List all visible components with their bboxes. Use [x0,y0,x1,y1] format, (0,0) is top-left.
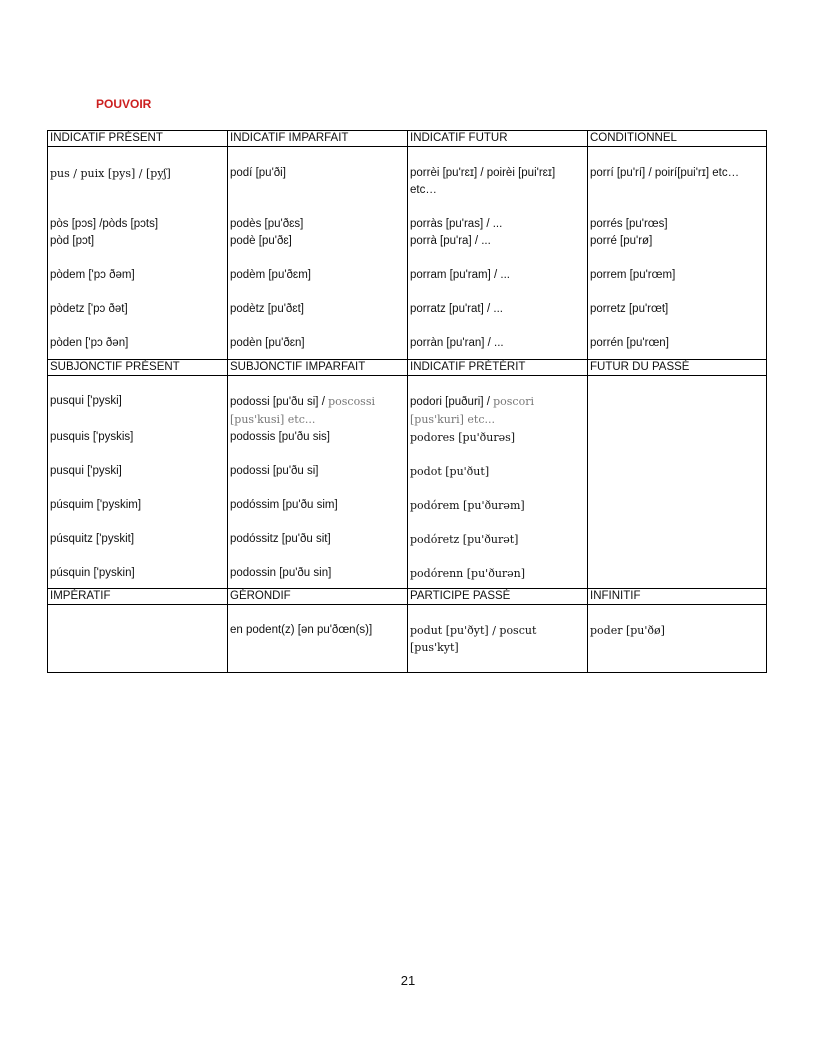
conjugation-table [47,130,767,673]
table-row [48,147,767,200]
table-cell: podossi [pu'ðu si] [228,463,408,497]
table-cell: porram [pu'ram] / ... [408,267,588,301]
table-cell: pusquis ['pyskis] [48,429,228,463]
column-header: INDICATIF PRÉSENT [48,131,228,147]
table-cell: pusqui ['pyski] [48,375,228,429]
table-row [48,375,767,429]
table-cell: podórenn [pu'ðurən] [408,565,588,589]
table-cell: poder [pu'ðø] [588,605,767,673]
table-cell: podètz [pu'ðɛt] [228,301,408,335]
table-cell [588,429,767,463]
table-cell [588,497,767,531]
table-cell: pus / puix [pys] / [pyʃ] [48,147,228,200]
table-cell: podut [pu'ðyt] / poscut [pus'kyt] [408,605,588,673]
column-header: SUBJONCTIF IMPARFAIT [228,359,408,375]
column-header: SUBJONCTIF PRÉSENT [48,359,228,375]
table-row [48,335,767,359]
table-cell: pòden ['pɔ ðən] [48,335,228,359]
table-cell: pòdetz ['pɔ ðət] [48,301,228,335]
table-cell: pusqui ['pyski] [48,463,228,497]
table-cell: podores [pu'ðurəs] [408,429,588,463]
table-row [48,605,767,673]
table-cell: podóssim [pu'ðu sim] [228,497,408,531]
verb-title: POUVOIR [96,97,152,111]
table-cell: podossi [pu'ðu si] / poscossi [pus'kusi] etc... [228,375,408,429]
table-cell: podórem [pu'ðurəm] [408,497,588,531]
column-header: FUTUR DU PASSÉ [588,359,767,375]
section-header-row [48,131,767,147]
table-cell: porrem [pu'rœm] [588,267,767,301]
table-cell [588,375,767,429]
table-cell: pòs [pɔs] /pòds [pɔts] [48,199,228,233]
table-cell [588,531,767,565]
table-cell [588,565,767,589]
column-header: INDICATIF PRÉTÉRIT [408,359,588,375]
table-cell: porrí [pu'rí] / poirí[pui'rɪ] etc… [588,147,767,200]
table-cell: porrés [pu'rœs] [588,199,767,233]
table-cell: porrèi [pu'rɛɪ] / poirèi [pui'rɛɪ] etc… [408,147,588,200]
table-cell: porràn [pu'ran] / ... [408,335,588,359]
table-row [48,565,767,589]
column-header: IMPÉRATIF [48,589,228,605]
table-cell: púsquim ['pyskim] [48,497,228,531]
table-cell: podossin [pu'ðu sin] [228,565,408,589]
table-cell: podí [pu'ði] [228,147,408,200]
column-header: PARTICIPE PASSÉ [408,589,588,605]
table-cell: podóssitz [pu'ðu sit] [228,531,408,565]
table-cell: podè [pu'ðɛ] [228,233,408,267]
table-row [48,233,767,267]
table-cell: podot [pu'ðut] [408,463,588,497]
table-cell: podossis [pu'ðu sis] [228,429,408,463]
table-cell [48,605,228,673]
table-row [48,199,767,233]
table-cell: porretz [pu'rœt] [588,301,767,335]
column-header: GÉRONDIF [228,589,408,605]
table-cell: porrà [pu'ra] / ... [408,233,588,267]
table-cell: porré [pu'rø] [588,233,767,267]
table-cell: porràs [pu'ras] / ... [408,199,588,233]
table-cell: podóretz [pu'ðurət] [408,531,588,565]
table-cell: en podent(z) [ən pu'ðœn(s)] [228,605,408,673]
table-cell: porratz [pu'rat] / ... [408,301,588,335]
section-header-row [48,359,767,375]
table-row [48,429,767,463]
table-cell: púsquin ['pyskin] [48,565,228,589]
table-cell: porrén [pu'rœn] [588,335,767,359]
table-cell [588,463,767,497]
column-header: INDICATIF FUTUR [408,131,588,147]
table-cell: podèn [pu'ðɛn] [228,335,408,359]
table-cell: pòdem ['pɔ ðəm] [48,267,228,301]
table-row [48,497,767,531]
column-header: INDICATIF IMPARFAIT [228,131,408,147]
table-cell: podès [pu'ðɛs] [228,199,408,233]
table-row [48,267,767,301]
page-number: 21 [400,973,416,988]
column-header: CONDITIONNEL [588,131,767,147]
table-row [48,531,767,565]
table-cell: pòd [pɔt] [48,233,228,267]
table-cell: podori [puðuri] / poscori [pus'kuri] etc... [408,375,588,429]
table-row [48,463,767,497]
column-header: INFINITIF [588,589,767,605]
section-header-row [48,589,767,605]
table-cell: púsquitz ['pyskit] [48,531,228,565]
table-row [48,301,767,335]
table-cell: podèm [pu'ðɛm] [228,267,408,301]
